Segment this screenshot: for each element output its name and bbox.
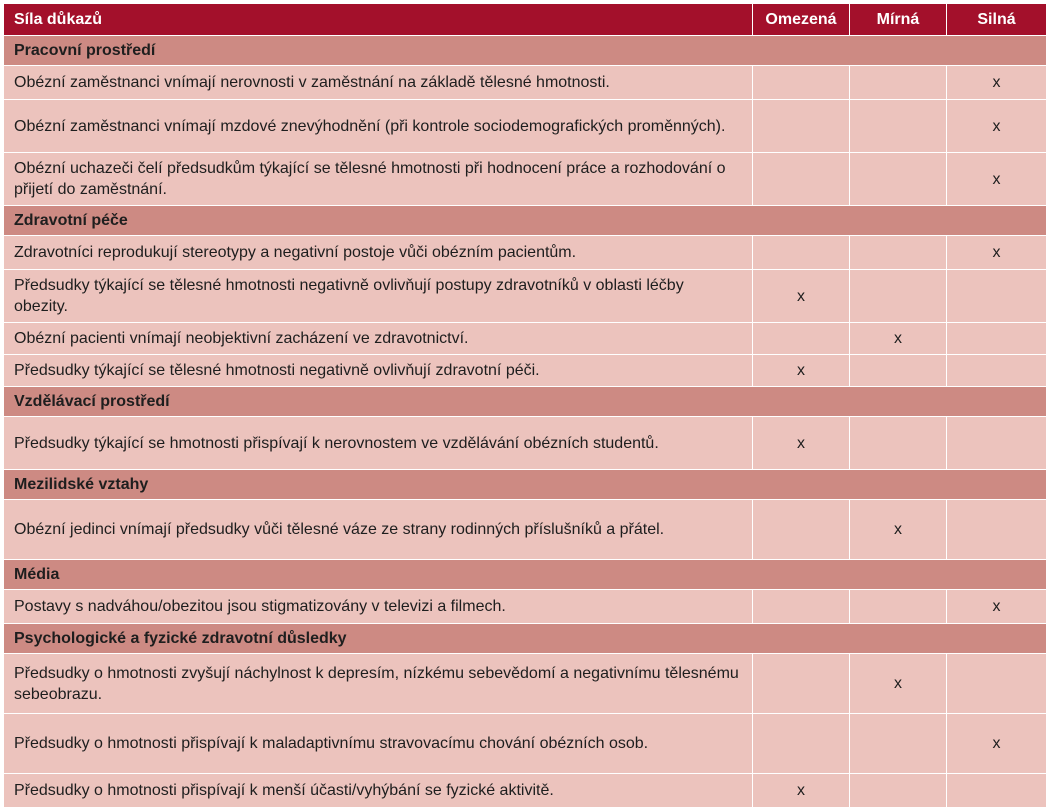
moderate-mark <box>850 590 947 624</box>
moderate-mark: x <box>850 654 947 714</box>
moderate-mark: x <box>850 500 947 560</box>
section-row <box>4 624 1047 654</box>
limited-mark <box>753 654 850 714</box>
finding-text: Obézní uchazeči čelí předsudkům týkající se tělesné hmotnosti při hodnocení práce a rozhodování o přijetí do zaměstnání. <box>4 153 753 206</box>
strong-mark: x <box>947 590 1047 624</box>
table-row <box>4 100 1047 153</box>
strong-mark <box>947 774 1047 808</box>
limited-mark <box>753 153 850 206</box>
finding-text: Předsudky týkající se tělesné hmotnosti negativně ovlivňují postupy zdravotníků v oblasti léčby obezity. <box>4 270 753 323</box>
limited-mark <box>753 100 850 153</box>
section-title: Vzdělávací prostředí <box>4 387 1047 417</box>
limited-mark: x <box>753 355 850 387</box>
finding-text: Obézní pacienti vnímají neobjektivní zacházení ve zdravotnictví. <box>4 323 753 355</box>
section-title: Média <box>4 560 1047 590</box>
strong-mark: x <box>947 153 1047 206</box>
section-row <box>4 560 1047 590</box>
table-row <box>4 500 1047 560</box>
moderate-mark: x <box>850 323 947 355</box>
moderate-mark <box>850 417 947 470</box>
limited-mark: x <box>753 774 850 808</box>
moderate-mark <box>850 774 947 808</box>
limited-mark: x <box>753 270 850 323</box>
finding-text: Předsudky o hmotnosti přispívají k maladaptivnímu stravovacímu chování obézních osob. <box>4 714 753 774</box>
limited-column-header: Omezená <box>753 4 850 36</box>
moderate-mark <box>850 270 947 323</box>
section-title: Psychologické a fyzické zdravotní důsledky <box>4 624 1047 654</box>
table-row <box>4 270 1047 323</box>
table-header <box>4 4 1047 36</box>
table-body <box>4 36 1047 808</box>
section-row <box>4 387 1047 417</box>
finding-text: Zdravotníci reprodukují stereotypy a negativní postoje vůči obézním pacientům. <box>4 236 753 270</box>
moderate-mark <box>850 153 947 206</box>
finding-text: Předsudky týkající se tělesné hmotnosti negativně ovlivňují zdravotní péči. <box>4 355 753 387</box>
header-row <box>4 4 1047 36</box>
table-row <box>4 66 1047 100</box>
section-row <box>4 206 1047 236</box>
moderate-mark <box>850 355 947 387</box>
table-row <box>4 654 1047 714</box>
section-row <box>4 36 1047 66</box>
evidence-strength-header: Síla důkazů <box>4 4 753 36</box>
table-row <box>4 236 1047 270</box>
finding-text: Obézní zaměstnanci vnímají mzdové znevýhodnění (při kontrole sociodemografických proměnných). <box>4 100 753 153</box>
table-row <box>4 323 1047 355</box>
section-title: Pracovní prostředí <box>4 36 1047 66</box>
strong-mark: x <box>947 66 1047 100</box>
table-row <box>4 774 1047 808</box>
finding-text: Předsudky o hmotnosti zvyšují náchylnost k depresím, nízkému sebevědomí a negativnímu tělesnému sebeobrazu. <box>4 654 753 714</box>
strong-mark <box>947 500 1047 560</box>
table-row <box>4 590 1047 624</box>
strong-mark: x <box>947 236 1047 270</box>
strong-mark <box>947 323 1047 355</box>
limited-mark <box>753 590 850 624</box>
table-row <box>4 417 1047 470</box>
strong-column-header: Silná <box>947 4 1047 36</box>
section-row <box>4 470 1047 500</box>
limited-mark: x <box>753 417 850 470</box>
finding-text: Obézní zaměstnanci vnímají nerovnosti v zaměstnání na základě tělesné hmotnosti. <box>4 66 753 100</box>
evidence-table <box>3 3 1047 808</box>
strong-mark: x <box>947 100 1047 153</box>
finding-text: Obézní jedinci vnímají předsudky vůči tělesné váze ze strany rodinných příslušníků a přátel. <box>4 500 753 560</box>
limited-mark <box>753 500 850 560</box>
strong-mark <box>947 270 1047 323</box>
strong-mark <box>947 654 1047 714</box>
section-title: Mezilidské vztahy <box>4 470 1047 500</box>
table-row <box>4 714 1047 774</box>
moderate-mark <box>850 100 947 153</box>
finding-text: Předsudky týkající se hmotnosti přispívají k nerovnostem ve vzdělávání obézních studentů. <box>4 417 753 470</box>
limited-mark <box>753 714 850 774</box>
section-title: Zdravotní péče <box>4 206 1047 236</box>
finding-text: Postavy s nadváhou/obezitou jsou stigmatizovány v televizi a filmech. <box>4 590 753 624</box>
strong-mark <box>947 417 1047 470</box>
limited-mark <box>753 323 850 355</box>
table-row <box>4 153 1047 206</box>
strong-mark: x <box>947 714 1047 774</box>
limited-mark <box>753 66 850 100</box>
moderate-mark <box>850 66 947 100</box>
moderate-mark <box>850 714 947 774</box>
table-row <box>4 355 1047 387</box>
moderate-column-header: Mírná <box>850 4 947 36</box>
limited-mark <box>753 236 850 270</box>
finding-text: Předsudky o hmotnosti přispívají k menší účasti/vyhýbání se fyzické aktivitě. <box>4 774 753 808</box>
moderate-mark <box>850 236 947 270</box>
strong-mark <box>947 355 1047 387</box>
